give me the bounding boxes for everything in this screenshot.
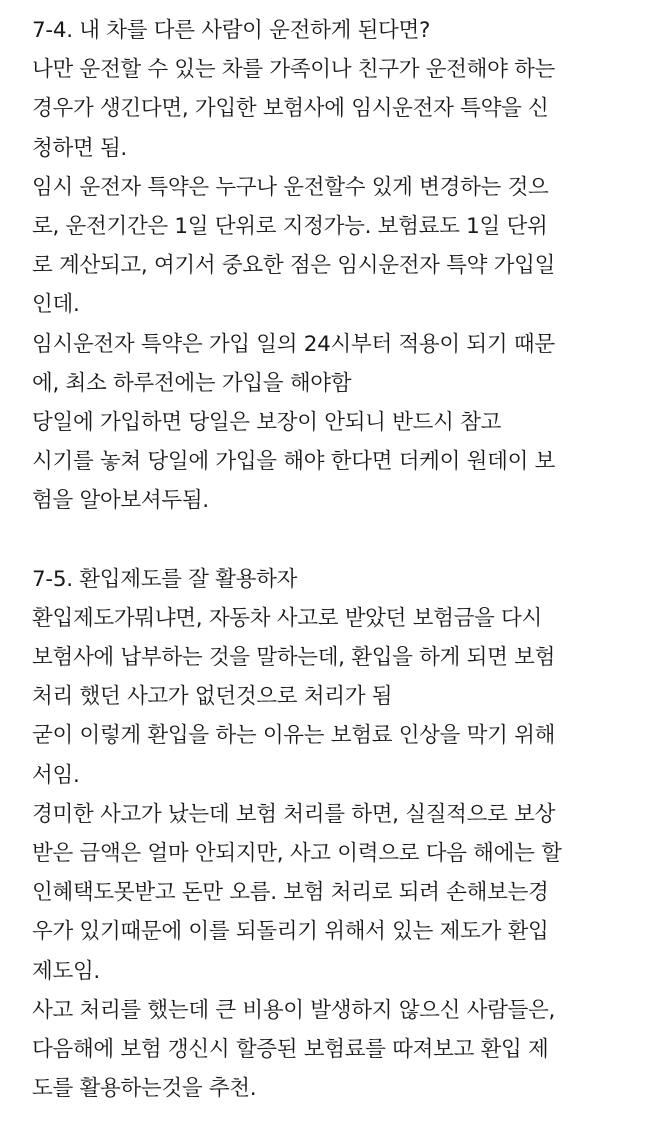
- paragraph-line: 시기를 놓쳐 당일에 가입을 해야 한다면 더케이 원데이 보: [32, 449, 556, 475]
- section-spacer: [32, 520, 644, 559]
- paragraph-line: 인데.: [32, 292, 80, 318]
- paragraph-line: 굳이 이렇게 환입을 하는 이유는 보험료 인상을 막기 위해: [32, 723, 556, 749]
- paragraph-line: 서임.: [32, 762, 80, 788]
- paragraph-line: 경미한 사고가 났는데 보험 처리를 하면, 실질적으로 보상: [32, 801, 556, 827]
- paragraph-line: 청하면 됨.: [32, 135, 127, 161]
- paragraph-line: 임시 운전자 특약은 누구나 운전할수 있게 변경하는 것으: [32, 174, 549, 200]
- paragraph-line: 우가 있기때문에 이를 되돌리기 위해서 있는 제도가 환입: [32, 919, 549, 945]
- document-body: [32, 11, 644, 1108]
- paragraph-line: 임시운전자 특약은 가입 일의 24시부터 적용이 되기 때문: [32, 331, 555, 357]
- paragraph-line: 사고 처리를 했는데 큰 비용이 발생하지 않으신 사람들은,: [32, 997, 556, 1023]
- section-title-7-5: 7-5. 환입제도를 잘 활용하자: [32, 566, 298, 592]
- paragraph-line: 보험사에 납부하는 것을 말하는데, 환입을 하게 되면 보험: [32, 645, 556, 670]
- paragraph-line: 처리 했던 사고가 없던것으로 처리가 됨: [32, 684, 393, 710]
- paragraph-line: 경우가 생긴다면, 가입한 보험사에 임시운전자 특약을 신: [32, 96, 549, 122]
- paragraph-line: 나만 운전할 수 있는 차를 가족이나 친구가 운전해야 하는: [32, 57, 556, 83]
- paragraph-line: 인혜택도못받고 돈만 오름. 보험 처리로 되려 손해보는경: [32, 880, 549, 906]
- paragraph-line: 환입제도가뭐냐면, 자동차 사고로 받았던 보험금을 다시: [32, 605, 542, 631]
- paragraph-line: 로 계산되고, 여기서 중요한 점은 임시운전자 특약 가입일: [32, 253, 556, 279]
- paragraph-line: 험을 알아보셔두됨.: [32, 488, 209, 514]
- paragraph-line: 당일에 가입하면 당일은 보장이 안되니 반드시 참고: [32, 409, 502, 435]
- section-title-7-4: 7-4. 내 차를 다른 사람이 운전하게 된다면?: [32, 18, 431, 43]
- paragraph-line: 제도임.: [32, 958, 100, 984]
- paragraph-line: 로, 운전기간은 1일 단위로 지정가능. 보험료도 1일 단위: [32, 213, 548, 239]
- paragraph-line: 받은 금액은 얼마 안되지만, 사고 이력으로 다음 해에는 할: [32, 840, 562, 866]
- paragraph-line: 에, 최소 하루전에는 가입을 해야함: [32, 370, 352, 396]
- paragraph-line: 다음해에 보험 갱신시 할증된 보험료를 따져보고 환입 제: [32, 1036, 549, 1062]
- paragraph-line: 도를 활용하는것을 추천.: [32, 1076, 257, 1102]
